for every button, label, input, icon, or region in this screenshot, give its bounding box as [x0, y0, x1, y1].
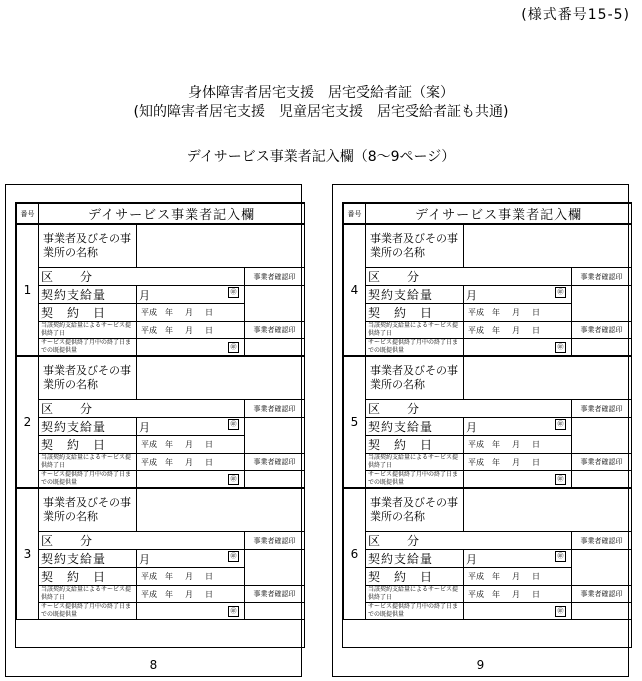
remaining-amount-label: サービス提供終了月中の終了日までの既提供量 — [366, 471, 464, 488]
confirm-seal-field[interactable] — [245, 603, 305, 620]
confirm-seal-field[interactable] — [245, 286, 305, 322]
month-label: 月 — [139, 552, 150, 566]
contract-amount-label: 契約支給量 — [39, 550, 137, 568]
service-end-date-field[interactable]: 平成 年 月 日 — [464, 454, 572, 471]
section-title: デイサービス事業者記入欄（8〜9ページ） — [186, 149, 456, 165]
confirm-seal-field[interactable] — [245, 418, 305, 454]
confirm-label: 事業者確認印 — [245, 454, 305, 471]
remaining-amount-field[interactable] — [464, 471, 572, 488]
remaining-amount-field[interactable] — [137, 603, 245, 620]
kubun-label: 区 分 — [366, 268, 572, 286]
contract-date-label: 契 約 日 — [366, 568, 464, 586]
service-end-date-field[interactable]: 平成 年 月 日 — [137, 586, 245, 603]
confirm-seal-field[interactable] — [245, 339, 305, 356]
contract-amount-label: 契約支給量 — [366, 286, 464, 304]
kubun-label: 区 分 — [39, 268, 245, 286]
month-label: 月 — [139, 288, 150, 302]
seal-icon: ㊞ — [555, 606, 566, 617]
confirm-label: 事業者確認印 — [572, 532, 632, 550]
remaining-amount-label: サービス提供終了月中の終了日までの既提供量 — [366, 339, 464, 356]
service-end-label: 当該契約支給量によるサービス提供終了日 — [39, 586, 137, 603]
contract-amount-label: 契約支給量 — [366, 550, 464, 568]
month-label: 月 — [466, 552, 477, 566]
remaining-amount-field[interactable] — [137, 339, 245, 356]
confirm-seal-field[interactable] — [572, 418, 632, 454]
page-number: 9 — [476, 658, 485, 672]
business-name-field[interactable] — [137, 225, 305, 268]
seal-icon: ㊞ — [228, 606, 239, 617]
month-label: 月 — [466, 288, 477, 302]
business-name-field[interactable] — [464, 489, 632, 532]
seal-icon: ㊞ — [228, 419, 239, 430]
contract-date-field[interactable]: 平成 年 月 日 — [464, 436, 572, 454]
confirm-label: 事業者確認印 — [245, 268, 305, 286]
confirm-seal-field[interactable] — [572, 471, 632, 488]
contract-amount-field[interactable] — [137, 418, 245, 436]
confirm-label: 事業者確認印 — [572, 400, 632, 418]
business-name-field[interactable] — [137, 357, 305, 400]
business-name-label: 事業者及びその事業所の名称 — [366, 489, 464, 532]
confirm-label: 事業者確認印 — [245, 400, 305, 418]
contract-date-label: 契 約 日 — [39, 304, 137, 322]
remaining-amount-label: サービス提供終了月中の終了日までの既提供量 — [39, 603, 137, 620]
seal-icon: ㊞ — [555, 551, 566, 562]
confirm-seal-field[interactable] — [572, 286, 632, 322]
confirm-seal-field[interactable] — [245, 471, 305, 488]
business-name-label: 事業者及びその事業所の名称 — [39, 357, 137, 400]
business-name-label: 事業者及びその事業所の名称 — [366, 357, 464, 400]
service-end-date-field[interactable]: 平成 年 月 日 — [464, 322, 572, 339]
entry-block — [343, 356, 632, 488]
contract-date-label: 契 約 日 — [39, 568, 137, 586]
form-number: (様式番号15-5) — [521, 7, 630, 23]
contract-date-field[interactable]: 平成 年 月 日 — [464, 304, 572, 322]
page-number: 8 — [149, 658, 158, 672]
entry-table — [16, 203, 305, 224]
entry-number: 3 — [17, 489, 39, 620]
entry-number: 5 — [344, 357, 366, 488]
contract-date-field[interactable]: 平成 年 月 日 — [137, 304, 245, 322]
entry-block — [16, 224, 305, 356]
contract-date-label: 契 約 日 — [366, 304, 464, 322]
contract-date-field[interactable]: 平成 年 月 日 — [464, 568, 572, 586]
business-name-field[interactable] — [464, 357, 632, 400]
month-label: 月 — [466, 420, 477, 434]
seal-icon: ㊞ — [228, 342, 239, 353]
contract-amount-label: 契約支給量 — [39, 286, 137, 304]
service-end-date-field[interactable]: 平成 年 月 日 — [137, 454, 245, 471]
service-end-label: 当該契約支給量によるサービス提供終了日 — [366, 454, 464, 471]
entry-number: 1 — [17, 225, 39, 356]
service-end-date-field[interactable]: 平成 年 月 日 — [137, 322, 245, 339]
seal-icon: ㊞ — [555, 474, 566, 485]
entry-block — [16, 488, 305, 620]
confirm-label: 事業者確認印 — [245, 322, 305, 339]
confirm-label: 事業者確認印 — [245, 532, 305, 550]
seal-icon: ㊞ — [228, 287, 239, 298]
business-name-label: 事業者及びその事業所の名称 — [39, 489, 137, 532]
contract-date-label: 契 約 日 — [366, 436, 464, 454]
remaining-amount-field[interactable] — [464, 339, 572, 356]
contract-amount-label: 契約支給量 — [39, 418, 137, 436]
entry-table — [343, 203, 632, 224]
entry-number: 4 — [344, 225, 366, 356]
kubun-label: 区 分 — [366, 400, 572, 418]
page-9 — [332, 184, 629, 677]
confirm-seal-field[interactable] — [572, 550, 632, 586]
seal-icon: ㊞ — [555, 419, 566, 430]
document-title: 身体障害者居宅支援 居宅受給者証（案） — [188, 85, 454, 101]
table-title: デイサービス事業者記入欄 — [366, 204, 632, 224]
business-name-label: 事業者及びその事業所の名称 — [39, 225, 137, 268]
table-title: デイサービス事業者記入欄 — [39, 204, 305, 224]
remaining-amount-label: サービス提供終了月中の終了日までの既提供量 — [366, 603, 464, 620]
number-header: 番号 — [344, 204, 366, 224]
entries-right — [343, 224, 631, 620]
seal-icon: ㊞ — [555, 287, 566, 298]
service-end-label: 当該契約支給量によるサービス提供終了日 — [366, 322, 464, 339]
service-end-label: 当該契約支給量によるサービス提供終了日 — [39, 454, 137, 471]
contract-date-label: 契 約 日 — [39, 436, 137, 454]
confirm-seal-field[interactable] — [572, 339, 632, 356]
page-8 — [5, 184, 302, 677]
kubun-label: 区 分 — [39, 400, 245, 418]
confirm-label: 事業者確認印 — [245, 586, 305, 603]
contract-date-field[interactable]: 平成 年 月 日 — [137, 568, 245, 586]
remaining-amount-label: サービス提供終了月中の終了日までの既提供量 — [39, 471, 137, 488]
business-name-label: 事業者及びその事業所の名称 — [366, 225, 464, 268]
document-subtitle: (知的障害者居宅支援 児童居宅支援 居宅受給者証も共通) — [133, 104, 509, 120]
entry-block — [343, 224, 632, 356]
number-header: 番号 — [17, 204, 39, 224]
contract-amount-field[interactable] — [137, 550, 245, 568]
entry-number: 6 — [344, 489, 366, 620]
contract-amount-field[interactable] — [137, 286, 245, 304]
confirm-label: 事業者確認印 — [572, 586, 632, 603]
business-name-field[interactable] — [137, 489, 305, 532]
confirm-label: 事業者確認印 — [572, 268, 632, 286]
entry-number: 2 — [17, 357, 39, 488]
contract-amount-field[interactable] — [464, 286, 572, 304]
seal-icon: ㊞ — [555, 342, 566, 353]
service-end-date-field[interactable]: 平成 年 月 日 — [464, 586, 572, 603]
entry-block — [343, 488, 632, 620]
contract-date-field[interactable]: 平成 年 月 日 — [137, 436, 245, 454]
service-end-label: 当該契約支給量によるサービス提供終了日 — [366, 586, 464, 603]
seal-icon: ㊞ — [228, 474, 239, 485]
service-end-label: 当該契約支給量によるサービス提供終了日 — [39, 322, 137, 339]
confirm-seal-field[interactable] — [572, 603, 632, 620]
month-label: 月 — [139, 420, 150, 434]
kubun-label: 区 分 — [39, 532, 245, 550]
contract-amount-field[interactable] — [464, 418, 572, 436]
confirm-label: 事業者確認印 — [572, 322, 632, 339]
contract-amount-field[interactable] — [464, 550, 572, 568]
remaining-amount-label: サービス提供終了月中の終了日までの既提供量 — [39, 339, 137, 356]
confirm-seal-field[interactable] — [245, 550, 305, 586]
entry-block — [16, 356, 305, 488]
seal-icon: ㊞ — [228, 551, 239, 562]
confirm-label: 事業者確認印 — [572, 454, 632, 471]
kubun-label: 区 分 — [366, 532, 572, 550]
remaining-amount-field[interactable] — [137, 471, 245, 488]
business-name-field[interactable] — [464, 225, 632, 268]
contract-amount-label: 契約支給量 — [366, 418, 464, 436]
remaining-amount-field[interactable] — [464, 603, 572, 620]
entries-left — [16, 224, 304, 620]
